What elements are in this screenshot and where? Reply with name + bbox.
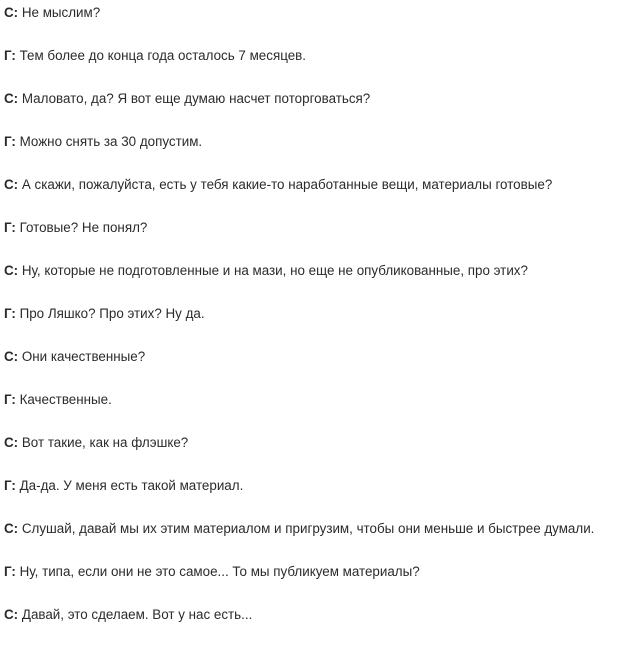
- transcript-line: [4, 434, 628, 477]
- speaker-label: Г:: [4, 134, 16, 149]
- line-text: А скажи, пожалуйста, есть у тебя какие-то наработанные вещи, материалы готовые?: [21, 177, 553, 192]
- transcript-line: [4, 176, 628, 219]
- speaker-label: Г:: [4, 392, 16, 407]
- speaker-label: С:: [4, 177, 19, 192]
- speaker-label: С:: [4, 5, 19, 20]
- transcript-line: [4, 219, 628, 262]
- line-text: Не мыслим?: [21, 5, 101, 20]
- speaker-label: С:: [4, 521, 19, 536]
- line-text: Про Ляшко? Про этих? Ну да.: [19, 306, 205, 321]
- line-text: Тем более до конца года осталось 7 месяцев.: [19, 48, 306, 63]
- line-text: Да-да. У меня есть такой материал.: [19, 478, 244, 493]
- transcript: [4, 4, 628, 649]
- transcript-line: [4, 133, 628, 176]
- transcript-line: [4, 391, 628, 434]
- speaker-label: С:: [4, 435, 19, 450]
- line-text: Качественные.: [19, 392, 112, 407]
- transcript-line: [4, 47, 628, 90]
- speaker-label: Г:: [4, 306, 16, 321]
- line-text: Они качественные?: [21, 349, 146, 364]
- speaker-label: С:: [4, 349, 19, 364]
- speaker-label: Г:: [4, 220, 16, 235]
- line-text: Маловато, да? Я вот еще думаю насчет поторговаться?: [21, 91, 371, 106]
- line-text: Ну, типа, если они не это самое... То мы публикуем материалы?: [19, 564, 420, 579]
- transcript-line: [4, 262, 628, 305]
- transcript-line: [4, 477, 628, 520]
- transcript-line: [4, 606, 628, 649]
- line-text: Давай, это сделаем. Вот у нас есть...: [21, 607, 253, 622]
- speaker-label: Г:: [4, 564, 16, 579]
- transcript-line: [4, 90, 628, 133]
- transcript-line: [4, 348, 628, 391]
- speaker-label: С:: [4, 91, 19, 106]
- line-text: Слушай, давай мы их этим материалом и пригрузим, чтобы они меньше и быстрее думали.: [21, 521, 595, 536]
- transcript-line: [4, 520, 628, 563]
- line-text: Ну, которые не подготовленные и на мази, но еще не опубликованные, про этих?: [21, 263, 528, 278]
- line-text: Готовые? Не понял?: [19, 220, 148, 235]
- speaker-label: Г:: [4, 48, 16, 63]
- speaker-label: Г:: [4, 478, 16, 493]
- line-text: Вот такие, как на флэшке?: [21, 435, 189, 450]
- speaker-label: С:: [4, 607, 19, 622]
- transcript-line: [4, 4, 628, 47]
- transcript-line: [4, 563, 628, 606]
- line-text: Можно снять за 30 допустим.: [19, 134, 203, 149]
- speaker-label: С:: [4, 263, 19, 278]
- transcript-line: [4, 305, 628, 348]
